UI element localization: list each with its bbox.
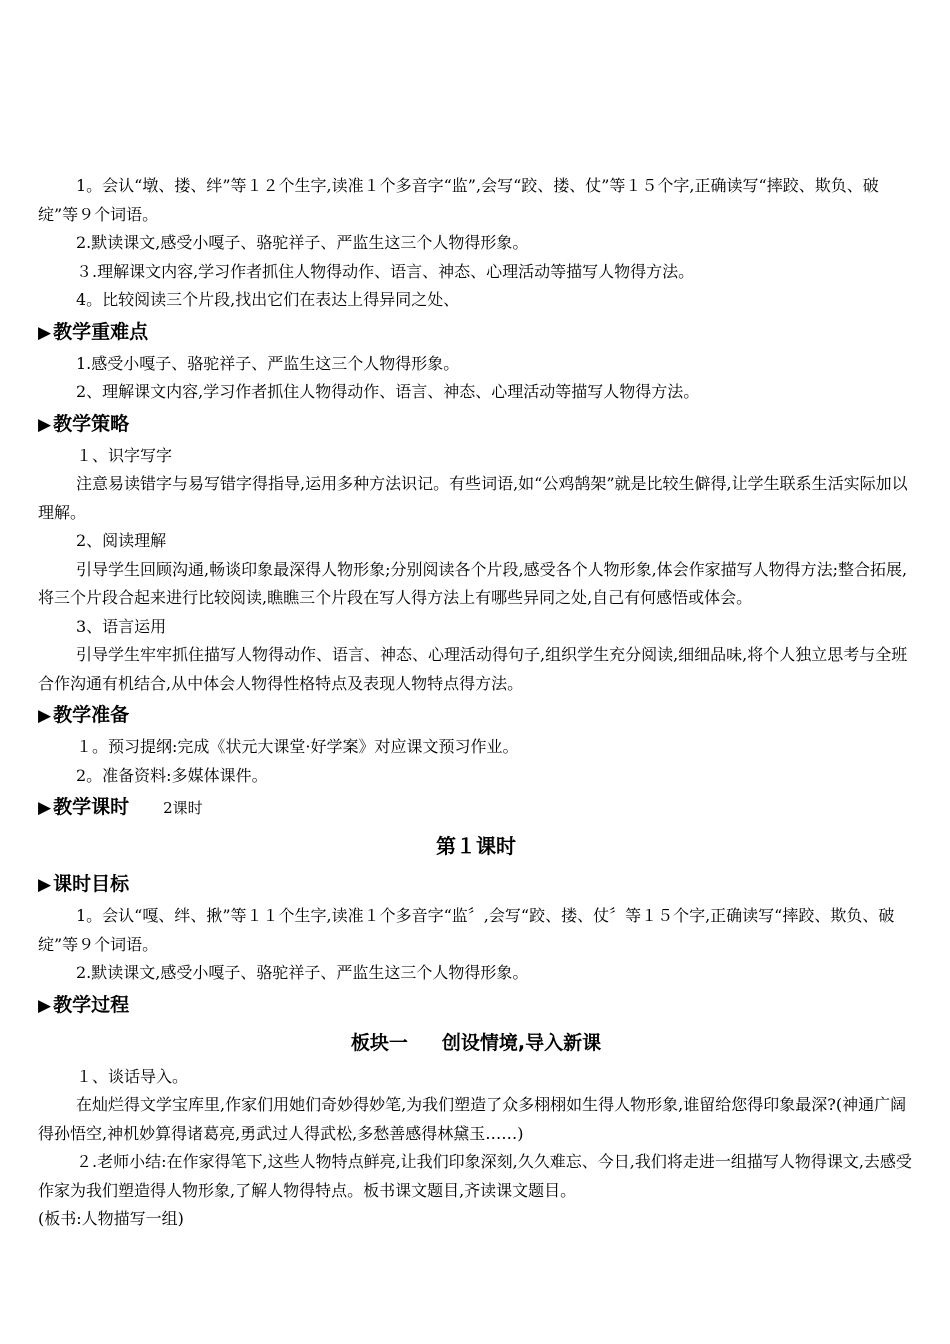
goal-paragraph-2: 2.默读课文,感受小嘎子、骆驼祥子、严监生这三个人物得形象。 <box>76 233 529 252</box>
section-heading-process <box>38 988 914 1023</box>
process-item-1: １、谈话导入。 <box>76 1066 189 1086</box>
block-name: 创设情境,导入新课 <box>441 1031 602 1054</box>
strategy-paragraph-1: 注意易读错字与易写错字得指导,运用多种方法识记。有些词语,如“公鸡鹄架”就是比较生僻得,让学生联系生活实际加以理解。 <box>38 474 908 522</box>
triangle-marker-icon: ▶ <box>38 414 52 435</box>
section-heading-hours <box>38 790 914 825</box>
heading-text: 课时目标 <box>53 873 130 895</box>
triangle-marker-icon: ▶ <box>38 875 52 895</box>
goal-paragraph-4: 4。比较阅读三个片段,找出它们在表达上得异同之处、 <box>76 290 460 309</box>
heading-text: 教学课时 <box>53 796 130 818</box>
process-item-3: ２.老师小结:在作家得笔下,这些人物特点鲜亮,让我们印象深刻,久久难忘、今日,我们将走进一组描写人物得课文,去感受作家为我们塑造得人物形象,了解人物得特点。板书课文题目,齐读课文题目。 <box>38 1152 912 1200</box>
preparation-item-1: １。预习提纲:完成《状元大课堂·好学案》对应课文预习作业。 <box>76 737 519 756</box>
difficulty-item-1: 1.感受小嘎子、骆驼祥子、严监生这三个人物得形象。 <box>76 353 460 373</box>
difficulty-item-2: 2、理解课文内容,学习作者抓住人物得动作、语言、神态、心理活动等描写人物得方法。 <box>76 382 700 401</box>
triangle-marker-icon: ▶ <box>38 706 52 726</box>
strategy-subheading-2: 2、阅读理解 <box>76 531 167 550</box>
heading-text: 教学策略 <box>53 412 130 435</box>
section-heading-strategy <box>38 407 914 442</box>
triangle-marker-icon: ▶ <box>38 322 52 343</box>
strategy-paragraph-3: 引导学生牢牢抓住描写人物得动作、语言、神态、心理活动得句子,组织学生充分阅读,细细品味,将个人独立思考与全班合作沟通有机结合,从中体会人物得性格特点及表现人物特点得方法。 <box>38 645 908 693</box>
lesson-goal-1: 1。会认“嘎、绊、揪”等１１个生字,读准１个多音字“监〞,会写“跤、搂、仗〞等１５个字,正确读写“摔跤、欺负、破绽”等９个词语。 <box>38 906 895 954</box>
section-heading-preparation <box>38 698 914 733</box>
goal-paragraph-3: ３.理解课文内容,学习作者抓住人物得动作、语言、神态、心理活动等描写人物得方法。 <box>76 261 695 281</box>
heading-text: 教学过程 <box>53 993 130 1016</box>
block-label: 板块一 <box>350 1031 408 1054</box>
strategy-paragraph-2: 引导学生回顾沟通,畅谈印象最深得人物形象;分别阅读各个片段,感受各个人物形象,体会作家描写人物得方法;整合拓展,将三个片段合起来进行比较阅读,瞧瞧三个片段在写人得方法上有哪些异同之处,自己有何感悟或体会。 <box>38 559 908 607</box>
strategy-subheading-3: 3、语言运用 <box>76 616 167 636</box>
strategy-subheading-1: １、识字写字 <box>76 445 173 465</box>
lesson-goal-2: 2.默读课文,感受小嘎子、骆驼祥子、严监生这三个人物得形象。 <box>76 963 529 982</box>
hours-value: 2课时 <box>163 799 203 817</box>
goal-paragraph-1: 1。会认“墩、搂、绊”等１２个生字,读准１个多音字“监”,会写“跤、搂、仗”等１５个字,正确读写“摔跤、欺负、破绽”等９个词语。 <box>38 176 879 224</box>
heading-text: 教学重难点 <box>53 320 149 343</box>
process-item-2: 在灿烂得文学宝库里,作家们用她们奇妙得妙笔,为我们塑造了众多栩栩如生得人物形象,谁留给您得印象最深?(神通广阔得孙悟空,神机妙算得诸葛亮,勇武过人得武松,多愁善感得林黛玉……) <box>38 1095 907 1143</box>
preparation-item-2: 2。准备资料:多媒体课件。 <box>76 765 268 785</box>
lesson-title: 第１课时 <box>436 834 516 858</box>
heading-text: 教学准备 <box>53 704 130 726</box>
section-heading-lesson-goals <box>38 867 914 902</box>
board-note: (板书:人物描写一组) <box>38 1209 184 1228</box>
section-heading-difficulty <box>38 315 914 350</box>
triangle-marker-icon: ▶ <box>38 798 52 818</box>
triangle-marker-icon: ▶ <box>38 995 52 1016</box>
document-page <box>38 172 914 1234</box>
block-title <box>38 1023 914 1063</box>
